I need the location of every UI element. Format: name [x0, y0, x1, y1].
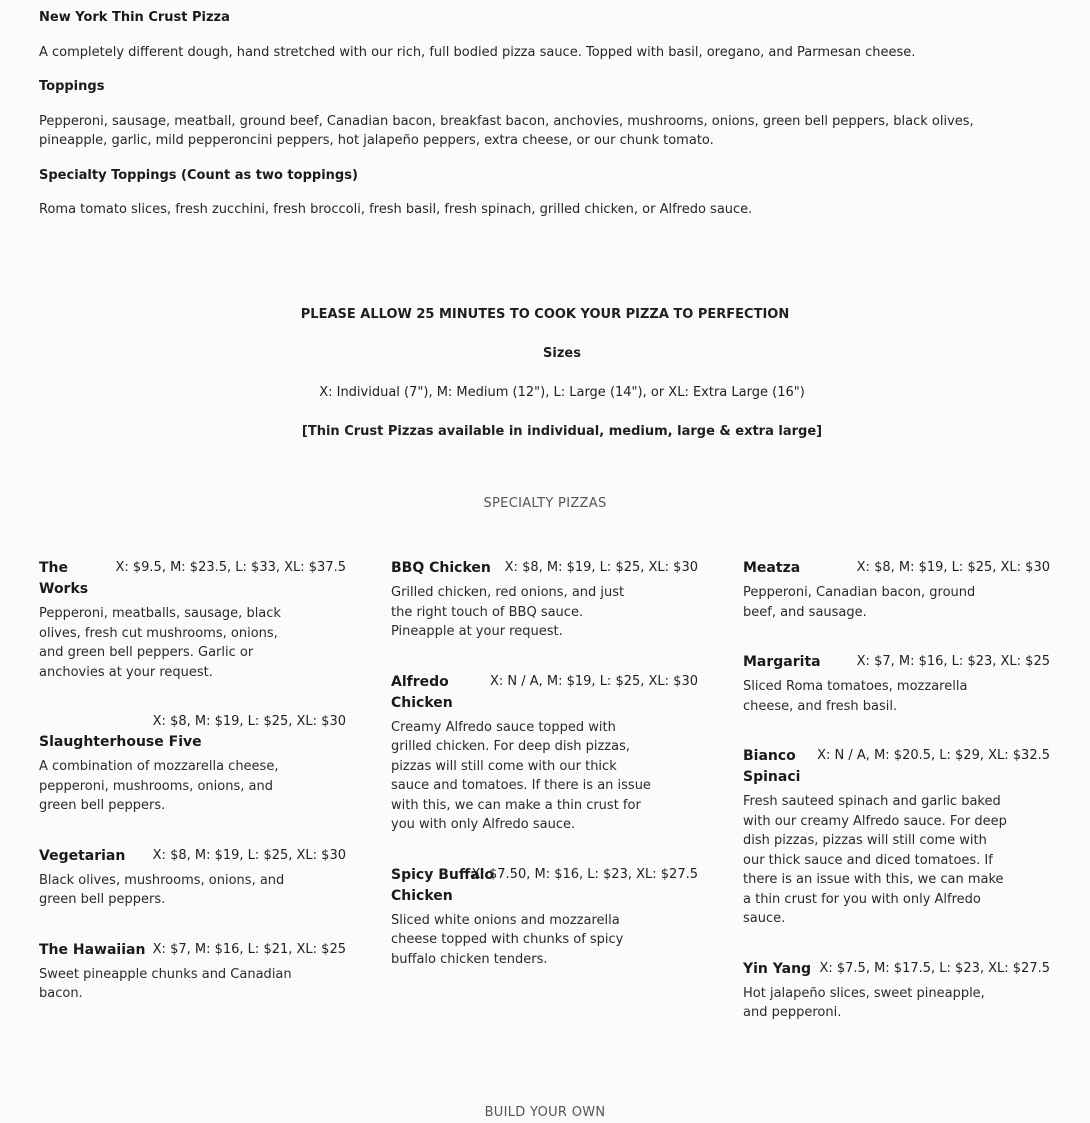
sizes-desc: X: Individual (7"), M: Medium (12"), L: Large (14"), or XL: Extra Large (16") [319, 385, 805, 400]
item-price: X: $8, M: $19, L: $25, XL: $30 [504, 560, 698, 575]
item-price: X: $7.50, M: $16, L: $23, XL: $27.5 [471, 866, 698, 882]
item-name: BBQ Chicken [391, 560, 491, 576]
menu-item-the-works [39, 558, 346, 682]
item-desc: A combination of mozzarella cheese, pepperoni, mushrooms, onions, and green bell peppers. [39, 759, 279, 813]
cook-time-notice: PLEASE ALLOW 25 MINUTES TO COOK YOUR PIZZA TO PERFECTION [300, 307, 790, 322]
menu-item-bbq-chicken [391, 558, 698, 642]
menu-item-meatza [743, 558, 1050, 622]
item-desc: Pepperoni, meatballs, sausage, black olives, fresh cut mushrooms, onions, and green bell peppers. Garlic or anchovies at your request. [39, 606, 281, 680]
item-desc: Grilled chicken, red onions, and just the right touch of BBQ sauce. Pineapple at your request. [391, 585, 625, 639]
item-desc: Hot jalapeño slices, sweet pineapple, and pepperoni. [743, 985, 985, 1020]
item-name: Meatza [743, 560, 801, 576]
menu-item-spicy-buffalo-chicken [391, 865, 698, 970]
item-name: Bianco Spinaci [743, 748, 801, 785]
menu-item-slaughterhouse-five [39, 712, 346, 816]
menu-column-2 [391, 558, 698, 969]
item-desc: Sweet pineapple chunks and Canadian bacon. [39, 966, 292, 1001]
specialty-pizzas-heading: SPECIALTY PIZZAS [483, 496, 607, 511]
menu-item-bianco-spinaci [743, 746, 1050, 929]
build-your-own-heading: BUILD YOUR OWN [484, 1105, 606, 1120]
item-name: Vegetarian [39, 847, 126, 864]
sizes-title: Sizes [543, 346, 581, 361]
menu-item-the-hawaiian [39, 940, 346, 1004]
item-desc: Sliced Roma tomatoes, mozzarella cheese, and fresh basil. [743, 679, 968, 714]
toppings-desc: Pepperoni, sausage, meatball, ground beef, Canadian bacon, breakfast bacon, anchovies, mushrooms, onions, green bell peppers, black olives, pineapple, garlic, mild pepperoncini peppers, hot jalapeño peppers, extra cheese, or our chunk tomato. [39, 113, 974, 148]
item-desc: Creamy Alfredo sauce topped with grilled chicken. For deep dish pizzas, pizzas will still come with our thick sauce and tomatoes. If there is an issue with this, we can make a thin crust for you with only Alfredo sauce. [391, 719, 651, 832]
ny-thin-crust-title: New York Thin Crust Pizza [39, 10, 230, 25]
item-desc: Black olives, mushrooms, onions, and green bell peppers. [39, 872, 285, 907]
item-desc: Sliced white onions and mozzarella cheese topped with chunks of spicy buffalo chicken tenders. [391, 912, 624, 967]
item-price: X: $8, M: $19, L: $25, XL: $30 [856, 560, 1050, 575]
item-price: X: $7, M: $16, L: $23, XL: $25 [856, 654, 1050, 669]
menu-item-margarita [743, 652, 1050, 716]
item-price: X: N / A, M: $20.5, L: $29, XL: $32.5 [817, 748, 1050, 763]
menu-item-yin-yang [743, 959, 1050, 1023]
item-price: X: $8, M: $19, L: $25, XL: $30 [152, 714, 346, 729]
item-desc: Fresh sauteed spinach and garlic baked with our creamy Alfredo sauce. For deep dish pizzas, pizzas will still come with our thick sauce and diced tomatoes. If there is an issue with this, we can make a thin crust for you with only Alfredo sauce. [743, 794, 1007, 926]
item-name: The Works [39, 560, 89, 597]
item-name: Alfredo Chicken [391, 673, 453, 711]
menu-column-1 [39, 558, 346, 1004]
item-name: Yin Yang [743, 960, 812, 977]
item-name: Margarita [743, 654, 821, 670]
item-name: Spicy Buffalo Chicken [391, 866, 495, 904]
item-desc: Pepperoni, Canadian bacon, ground beef, and sausage. [743, 585, 976, 620]
specialty-toppings-title: Specialty Toppings (Count as two toppings) [39, 167, 358, 183]
intro-section [39, 8, 1039, 235]
thin-crust-note: [Thin Crust Pizzas available in individual, medium, large & extra large] [301, 424, 823, 439]
item-price: X: $7.5, M: $17.5, L: $23, XL: $27.5 [819, 960, 1050, 976]
ny-thin-crust-desc: A completely different dough, hand stretched with our rich, full bodied pizza sauce. Topped with basil, oregano, and Parmesan cheese. [39, 44, 916, 60]
item-price: X: $7, M: $16, L: $21, XL: $25 [152, 941, 346, 957]
toppings-title: Toppings [39, 79, 105, 94]
item-price: X: $8, M: $19, L: $25, XL: $30 [152, 847, 346, 863]
item-name: The Hawaiian [39, 941, 146, 958]
item-name: Slaughterhouse Five [39, 734, 202, 750]
item-price: X: N / A, M: $19, L: $25, XL: $30 [489, 673, 698, 689]
item-price: X: $9.5, M: $23.5, L: $33, XL: $37.5 [115, 560, 346, 575]
menu-item-alfredo-chicken [391, 672, 698, 835]
specialty-toppings-desc: Roma tomato slices, fresh zucchini, fresh broccoli, fresh basil, fresh spinach, grilled chicken, or Alfredo sauce. [39, 202, 753, 217]
menu-item-vegetarian [39, 846, 346, 910]
menu-column-3 [743, 558, 1050, 1023]
